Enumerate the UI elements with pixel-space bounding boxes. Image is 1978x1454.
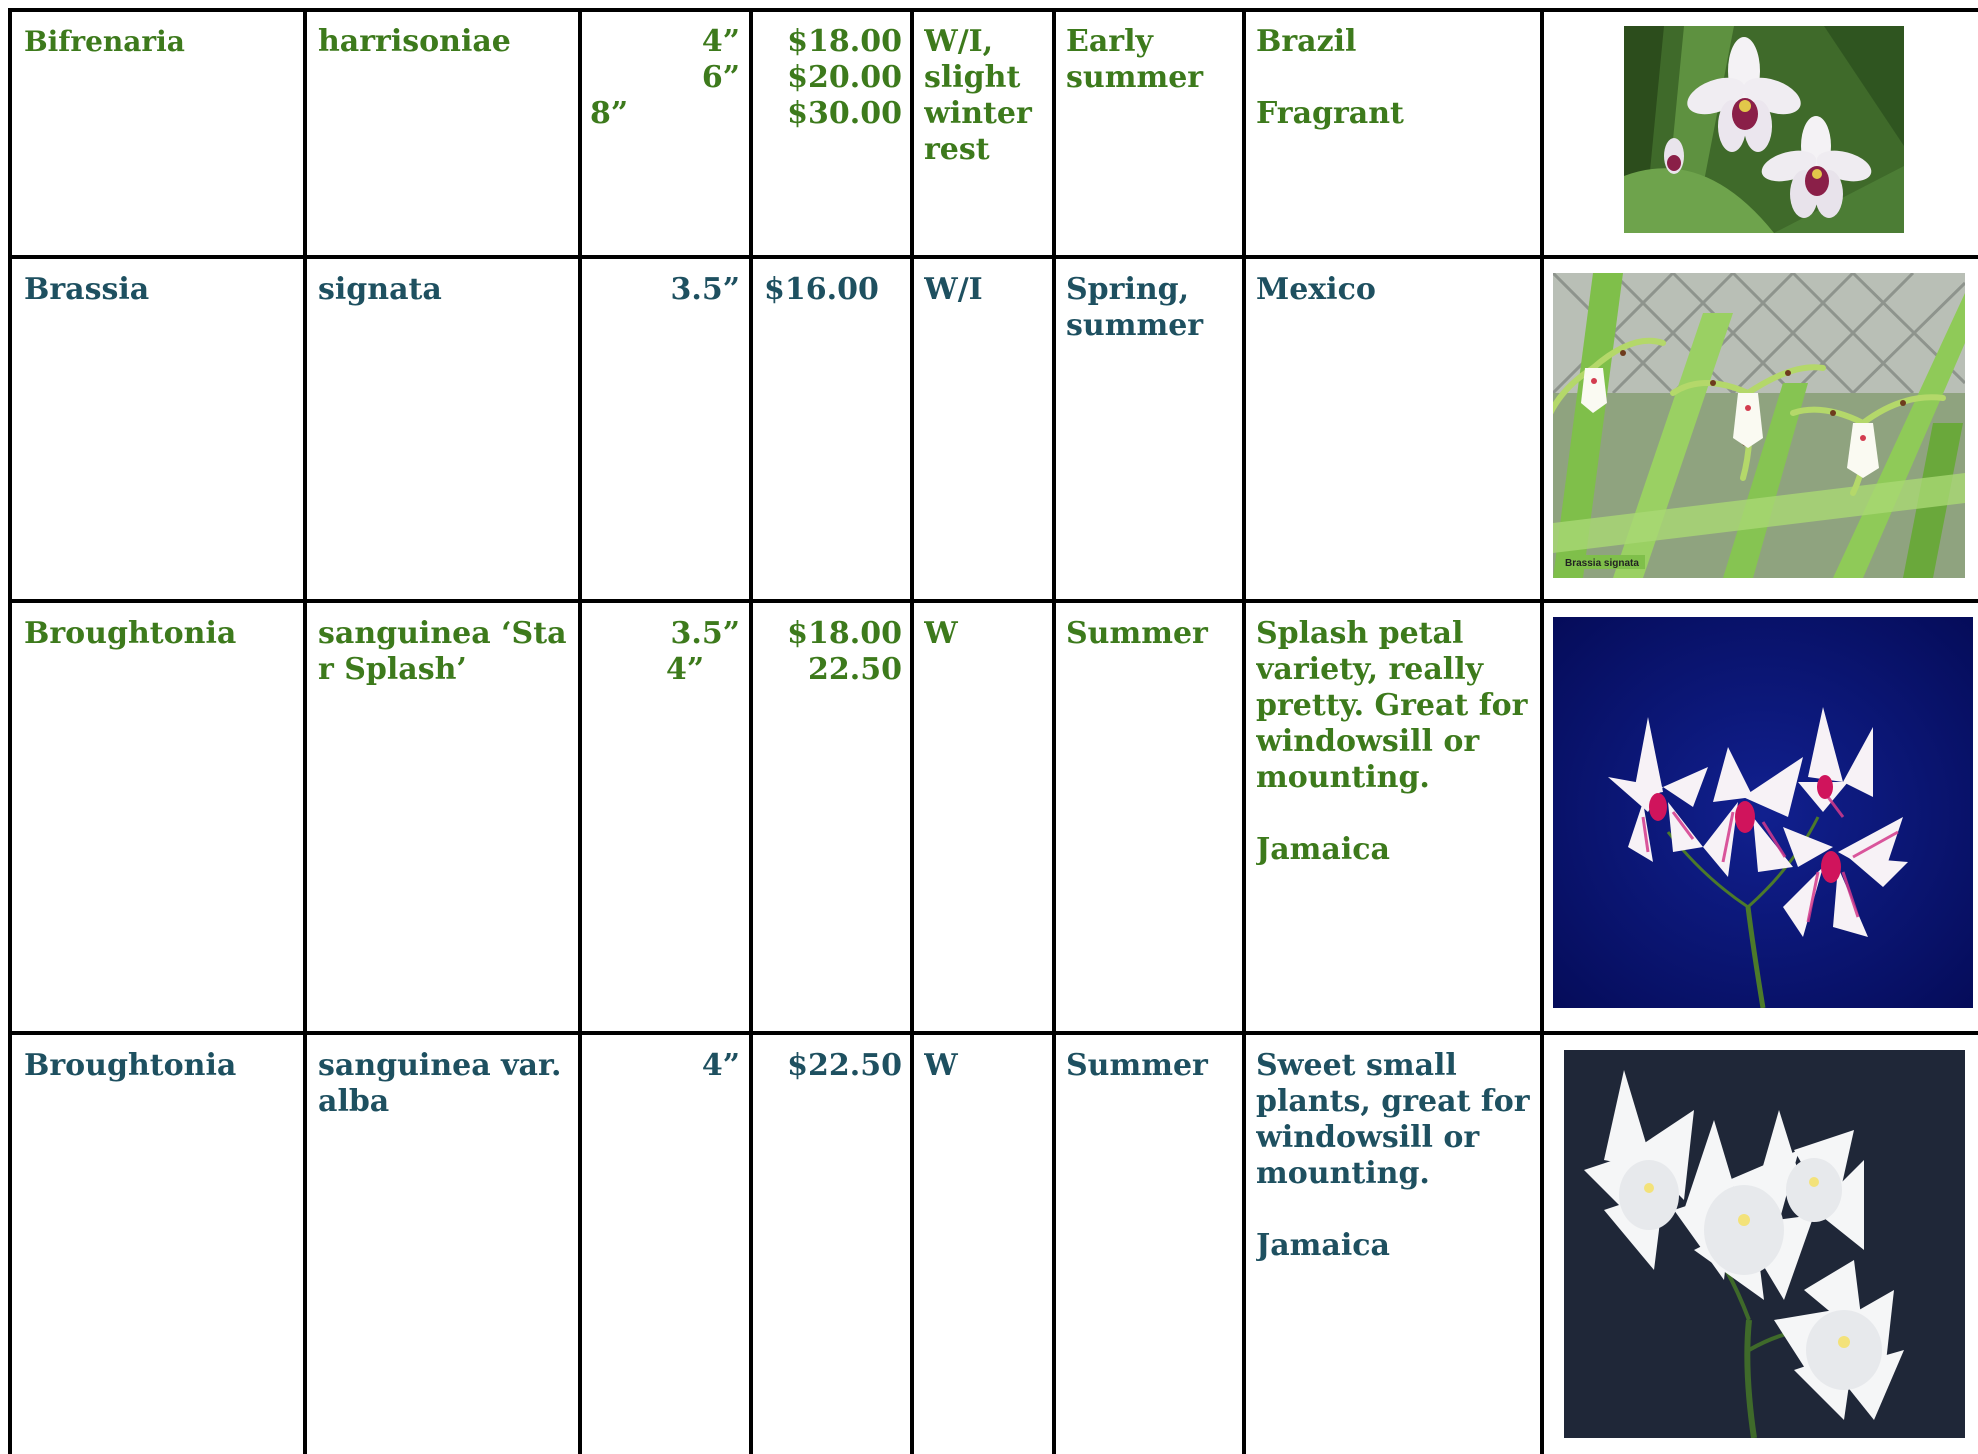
genus-cell (24, 616, 294, 1026)
bloom-cell (1066, 1048, 1236, 1448)
genus-cell (24, 1048, 294, 1448)
price-cell (760, 616, 902, 1026)
light-text: W/I, (924, 24, 994, 59)
notes-text: windowsill or (1256, 724, 1480, 759)
price-value: $18.00 (787, 24, 902, 59)
notes-cell (1256, 1048, 1538, 1448)
column-divider (1540, 8, 1544, 1454)
bloom-text: Summer (1066, 1048, 1208, 1083)
notes-text: variety, really (1256, 652, 1484, 687)
light-text: W (924, 616, 958, 651)
genus-label: Broughtonia (24, 616, 237, 651)
bifrenaria-photo (1624, 26, 1904, 233)
notes-text: Fragrant (1256, 96, 1404, 131)
notes-text: mounting. (1256, 760, 1430, 795)
price-value: $20.00 (787, 60, 902, 95)
table-border-top (8, 8, 1978, 12)
genus-cell (24, 272, 294, 592)
bloom-text: Spring, (1066, 272, 1190, 307)
notes-text: Splash petal (1256, 616, 1464, 651)
notes-text: pretty. Great for (1256, 688, 1528, 723)
row-divider (8, 255, 1978, 259)
species-cell (318, 272, 573, 592)
species-label: r Splash’ (318, 652, 467, 687)
bloom-text: summer (1066, 308, 1204, 343)
species-label: sanguinea ‘Sta (318, 616, 567, 651)
pot-size: 4” (701, 1048, 740, 1083)
genus-label: Brassia (24, 272, 150, 307)
pot-size: 3.5” (670, 616, 740, 651)
column-divider (303, 8, 307, 1454)
light-cell (924, 1048, 1050, 1448)
light-text: winter (924, 96, 1032, 131)
light-cell (924, 616, 1050, 1026)
column-divider (910, 8, 914, 1454)
pot-size: 4” (666, 652, 705, 687)
notes-text: windowsill or (1256, 1120, 1480, 1155)
bloom-cell (1066, 616, 1236, 1026)
species-cell (318, 616, 573, 1026)
notes-cell (1256, 616, 1538, 1026)
genus-cell (24, 24, 294, 244)
light-text: rest (924, 132, 990, 167)
notes-text: plants, great for (1256, 1084, 1530, 1119)
price-cell (764, 272, 906, 592)
price-value: $16.00 (764, 272, 879, 307)
notes-text: Brazil (1256, 24, 1357, 59)
pot-size: 4” (701, 24, 740, 59)
column-divider (749, 8, 753, 1454)
price-value: $22.50 (787, 1048, 902, 1083)
notes-text: Jamaica (1256, 832, 1390, 867)
price-cell (760, 24, 902, 244)
brassia-photo (1553, 273, 1965, 578)
broughtonia-splash-photo (1553, 617, 1973, 1008)
species-label: alba (318, 1084, 390, 1119)
column-divider (1052, 8, 1056, 1454)
notes-text: mounting. (1256, 1156, 1430, 1191)
pot-size: 6” (701, 60, 740, 95)
price-value: $18.00 (787, 616, 902, 651)
brassia-photo-caption: Brassia signata (1565, 558, 1639, 569)
size-cell (590, 24, 740, 244)
notes-text: Jamaica (1256, 1228, 1390, 1263)
bloom-text: Summer (1066, 616, 1208, 651)
light-text: W/I (924, 272, 983, 307)
notes-text: Mexico (1256, 272, 1376, 307)
species-label: harrisoniae (318, 24, 511, 59)
genus-label: Broughtonia (24, 1048, 237, 1083)
column-divider (578, 8, 582, 1454)
species-cell (318, 24, 573, 244)
row-divider (8, 1031, 1978, 1035)
species-label: sanguinea var. (318, 1048, 562, 1083)
genus-label: Bifrenaria (24, 25, 185, 58)
column-divider (1242, 8, 1246, 1454)
pot-size: 3.5” (670, 272, 740, 307)
table-border-left (8, 8, 12, 1454)
light-text: slight (924, 60, 1021, 95)
row-divider (8, 599, 1978, 603)
bloom-text: Early (1066, 24, 1153, 59)
broughtonia-alba-photo (1564, 1050, 1965, 1438)
size-cell (590, 1048, 740, 1448)
bloom-cell (1066, 272, 1236, 592)
price-cell (760, 1048, 902, 1448)
light-text: W (924, 1048, 958, 1083)
bloom-text: summer (1066, 60, 1204, 95)
light-cell (924, 272, 1050, 592)
species-cell (318, 1048, 573, 1448)
size-cell (590, 272, 740, 592)
pot-size: 8” (590, 96, 629, 131)
price-value: 22.50 (808, 652, 902, 687)
species-label: signata (318, 272, 442, 307)
size-cell (590, 616, 740, 1026)
light-cell (924, 24, 1050, 244)
bloom-cell (1066, 24, 1236, 244)
notes-cell (1256, 24, 1536, 244)
notes-cell (1256, 272, 1536, 592)
notes-text: Sweet small (1256, 1048, 1457, 1083)
price-value: $30.00 (787, 96, 902, 131)
